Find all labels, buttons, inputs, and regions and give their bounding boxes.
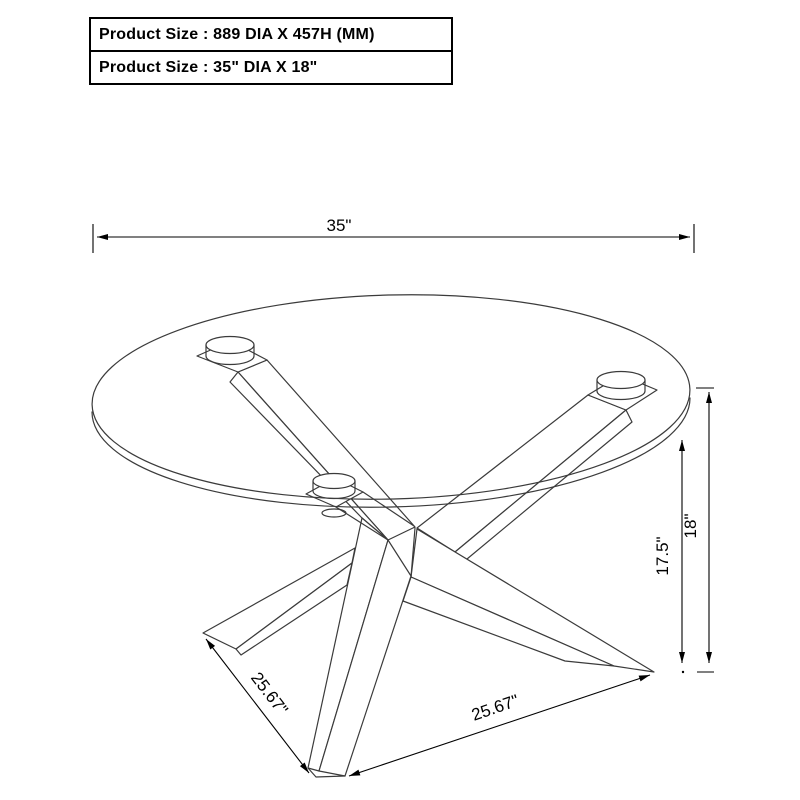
leg-upper-left bbox=[238, 360, 415, 540]
dimension-overall-height bbox=[681, 388, 714, 672]
product-size-table bbox=[89, 17, 453, 85]
dim-label-leg-span-left: 25.67" bbox=[247, 668, 292, 719]
dim-line bbox=[349, 675, 650, 776]
dim-line bbox=[206, 639, 309, 773]
glass-hole bbox=[322, 509, 346, 517]
dimension-glass-underside-height bbox=[653, 440, 684, 673]
dimension-leg-span-left bbox=[206, 639, 309, 773]
dim-label-glass-height: 17.5" bbox=[653, 536, 672, 576]
leg-upper-right bbox=[417, 395, 626, 552]
table-base bbox=[197, 337, 657, 778]
product-size-row-inches: Product Size : 35" DIA X 18" bbox=[91, 50, 451, 83]
dimension-top-width bbox=[93, 216, 694, 253]
dim-label-overall-height: 18" bbox=[681, 513, 700, 539]
dim-label-top-width: 35" bbox=[326, 216, 352, 235]
floor-point bbox=[682, 671, 684, 673]
product-size-row-mm: Product Size : 889 DIA X 457H (MM) bbox=[99, 26, 375, 43]
leg-lower-left bbox=[203, 548, 355, 649]
dimension-leg-span-right bbox=[349, 675, 650, 776]
dim-label-leg-span-right: 25.67" bbox=[469, 690, 522, 725]
leg-upper-left-side bbox=[230, 372, 388, 540]
extension-ticks bbox=[93, 224, 694, 253]
